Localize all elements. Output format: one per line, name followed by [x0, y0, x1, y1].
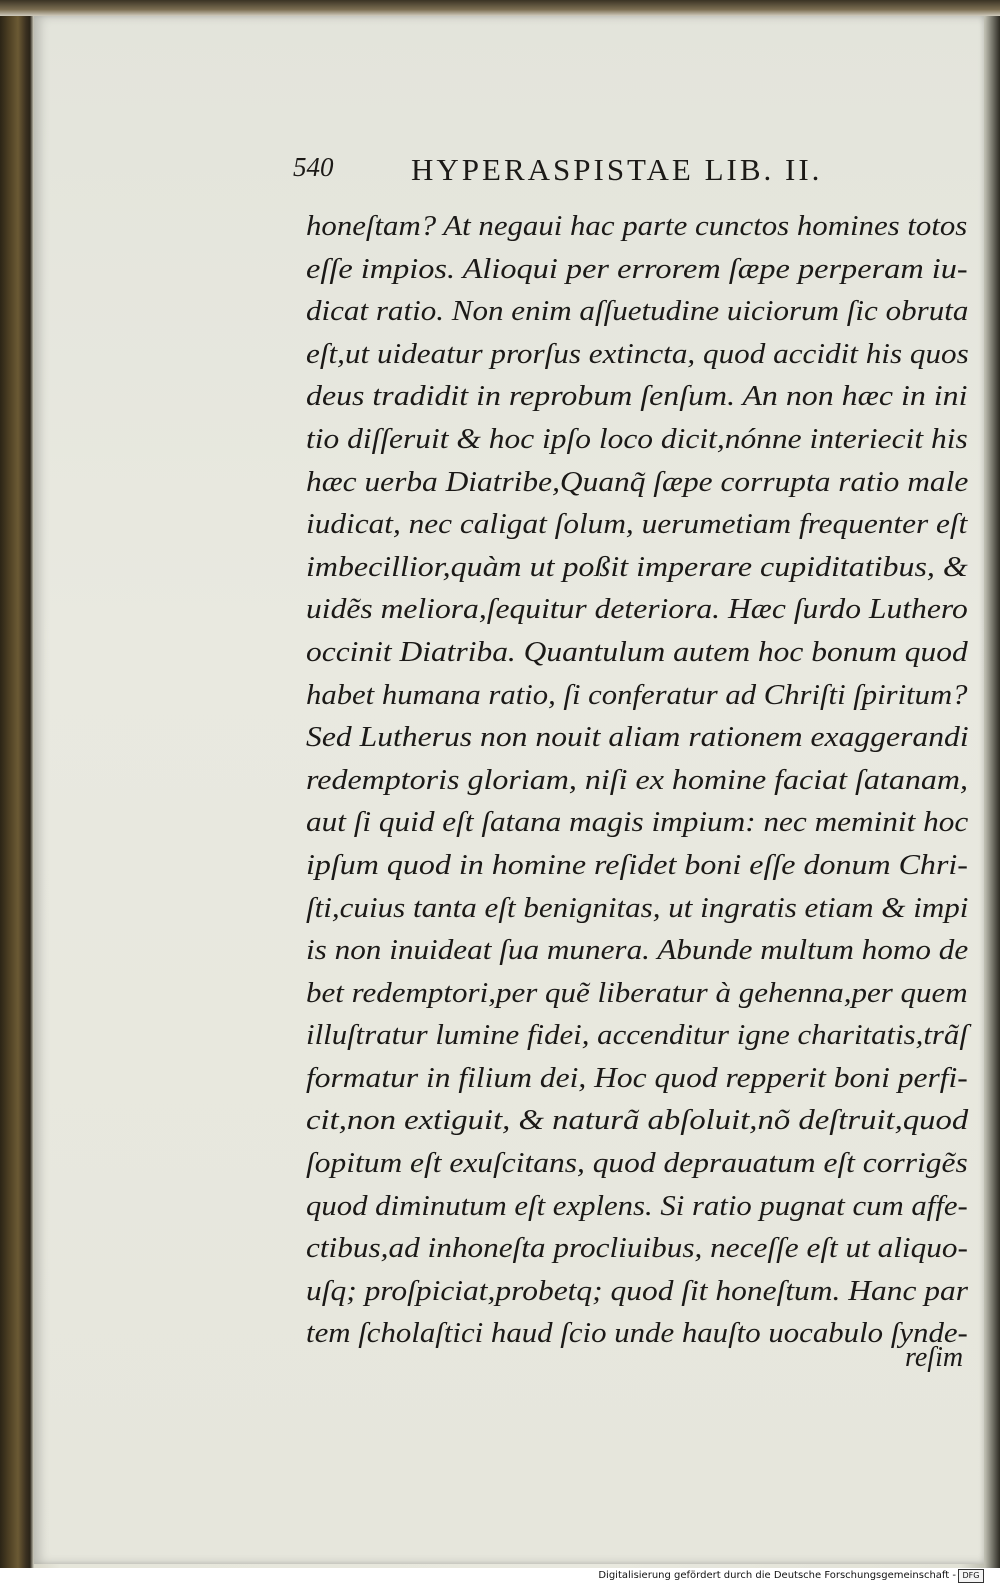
running-header	[293, 152, 953, 198]
catchword: reſim	[905, 1342, 964, 1373]
text-line: illuſtratur lumine fidei, accenditur igne charitatis,trãſ	[306, 1020, 968, 1052]
text-line: quod diminutum eſt explens. Si ratio pugnat cum affe-	[306, 1190, 968, 1222]
text-line: hæc uerba Diatribe,Quanq̃ ſæpe corrupta ratio male	[306, 466, 969, 498]
text-line: cit,non extiguit, & naturã abſoluit,nõ deſtruit,quod	[306, 1105, 969, 1137]
text-line: bet redemptori,per quẽ liberatur à gehenna,per quem	[306, 977, 968, 1009]
text-line: ipſum quod in homine reſidet boni eſſe donum Chri-	[306, 849, 968, 881]
footer-funding-note: Digitalisierung gefördert durch die Deutsche Forschungsgemeinschaft -	[598, 1570, 956, 1581]
text-line: eſt,ut uideatur prorſus extincta, quod accidit his quos	[306, 338, 969, 370]
text-line: formatur in filium dei, Hoc quod repperit boni perfi-	[306, 1062, 968, 1094]
text-line: uidẽs meliora,ſequitur deteriora. Hæc ſurdo Luthero	[306, 594, 968, 626]
text-line: iudicat, nec caligat ſolum, uerumetiam frequenter eſt	[306, 509, 968, 541]
body-text	[306, 206, 978, 1356]
text-line: Sed Lutherus non nouit aliam rationem exaggerandi	[306, 722, 969, 754]
text-line: eſſe impios. Alioqui per errorem ſæpe perperam iu-	[306, 253, 968, 285]
text-line: uſq; proſpiciat,probetq; quod ſit honeſtum. Hanc par	[306, 1275, 969, 1307]
text-line: ctibus,ad inhoneſta procliuibus, neceſſe eſt ut aliquo-	[306, 1233, 968, 1265]
text-line: dicat ratio. Non enim aſſuetudine uiciorum ſic obruta	[306, 296, 969, 328]
text-line: ſopitum eſt exuſcitans, quod deprauatum eſt corrigẽs	[306, 1148, 968, 1180]
text-line: tio diſſeruit & hoc ipſo loco dicit,nónne interiecit his	[306, 423, 968, 455]
text-line: deus tradidit in reprobum ſenſum. An non hæc in ini	[306, 381, 968, 413]
running-title: HYPERASPISTAE LIB. II.	[411, 152, 823, 187]
text-line: occinit Diatriba. Quantulum autem hoc bonum quod	[306, 636, 968, 668]
text-line: aut ſi quid eſt ſatana magis impium: nec meminit hoc	[306, 807, 969, 839]
text-line: habet humana ratio, ſi conferatur ad Chriſti ſpiritum?	[306, 679, 968, 711]
page-number: 540	[293, 152, 334, 182]
dfg-logo: DFG	[958, 1569, 984, 1583]
text-line: ſti,cuius tanta eſt benignitas, ut ingratis etiam & impi	[306, 892, 969, 924]
text-line: honeſtam? At negaui hac parte cunctos homines totos	[306, 211, 968, 242]
scan-top-edge	[0, 0, 1000, 16]
text-line: imbecillior,quàm ut poßit imperare cupiditatibus, &	[306, 551, 968, 583]
text-line: redemptoris gloriam, niſi ex homine faciat ſatanam,	[306, 764, 968, 796]
text-line: tem ſcholaſtici haud ſcio unde hauſto uocabulo ſynde-	[306, 1318, 968, 1350]
text-line: is non inuideat ſua munera. Abunde multum homo de	[306, 935, 969, 967]
